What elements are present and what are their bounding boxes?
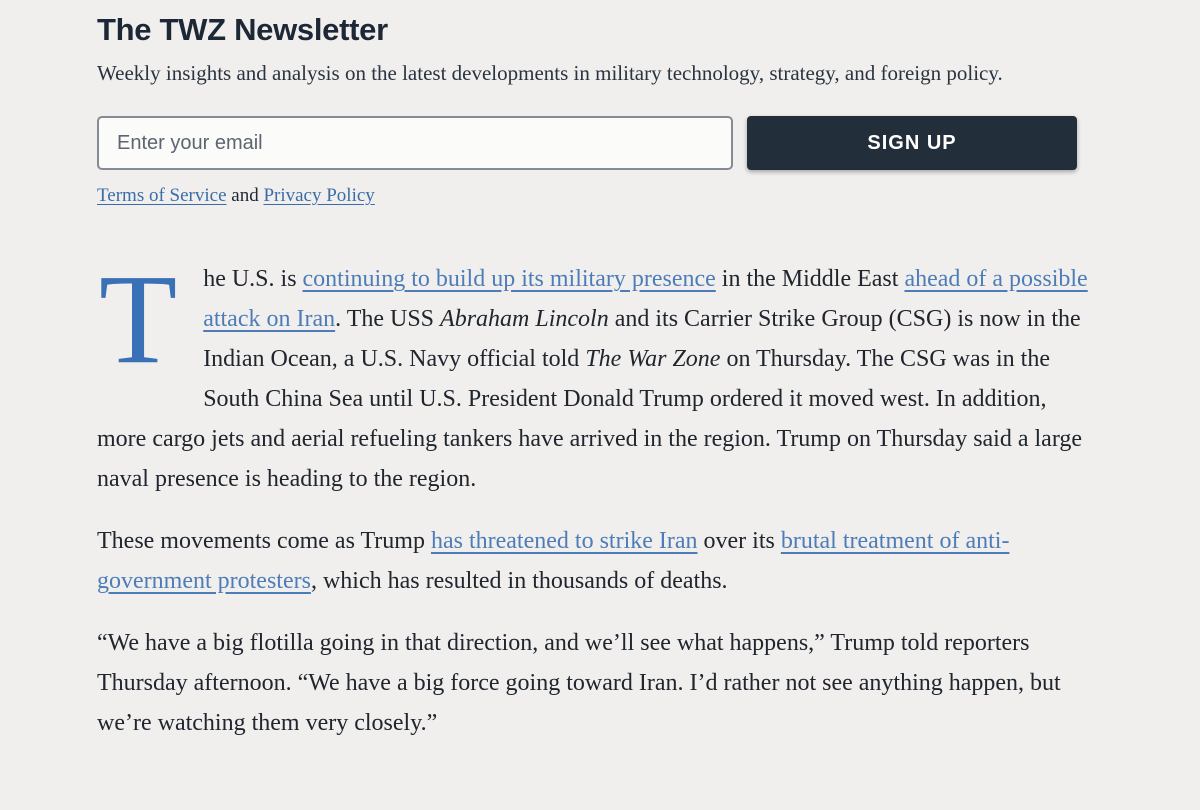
email-input[interactable] <box>97 116 733 170</box>
article-paragraph <box>97 521 1090 601</box>
paragraph-text: he U.S. is <box>203 266 303 292</box>
paragraph-rich-text <box>97 266 1088 492</box>
paragraph-text: “We have a big flotilla going in that direction, and we’ll see what happens,” Trump told reporters Thursday afternoon. “We have a big force going toward Iran. I’d rather not see anything happen, but we’re watching them very closely.” <box>97 630 1061 736</box>
conjunction-text: and <box>231 185 259 206</box>
dropcap-letter: T <box>99 248 178 390</box>
terms-line <box>97 185 1090 207</box>
article-paragraph <box>97 623 1090 743</box>
terms-of-service-link[interactable]: Terms of Service <box>97 185 227 206</box>
paragraph-text: These movements come as Trump <box>97 528 431 554</box>
content-column <box>97 0 1090 743</box>
paragraph-text: , which has resulted in thousands of deaths. <box>310 568 728 594</box>
article-body <box>97 248 1090 743</box>
article-link[interactable]: brutal treatment of anti-government protesters <box>97 528 1010 594</box>
newsletter-title: The TWZ Newsletter <box>97 12 388 47</box>
newsletter-form <box>97 116 1077 170</box>
article-paragraph <box>97 248 1090 499</box>
privacy-policy-link[interactable]: Privacy Policy <box>263 185 375 206</box>
italic-text: The War Zone <box>585 346 721 372</box>
paragraph-text: in the Middle East <box>715 266 905 292</box>
newsletter-description: Weekly insights and analysis on the latest developments in military technology, strategy, and foreign policy. <box>97 61 1003 85</box>
article-link[interactable]: has threatened to strike Iran <box>430 528 698 554</box>
newsletter-signup <box>97 12 1090 207</box>
italic-text: Abraham Lincoln <box>440 306 609 332</box>
paragraph-text: and its Carrier Strike Group (CSG) is now in the Indian Ocean, a U.S. Navy official told <box>203 306 1081 372</box>
paragraph-rich-text <box>97 630 1061 736</box>
paragraph-text: . The USS <box>335 306 441 332</box>
article-link[interactable]: continuing to build up its military presence <box>302 266 716 292</box>
signup-button[interactable]: SIGN UP <box>747 116 1077 170</box>
article-link[interactable]: ahead of a possible attack on Iran <box>203 266 1088 332</box>
paragraph-text: over its <box>697 528 781 554</box>
paragraph-rich-text <box>97 528 1009 594</box>
paragraph-text: on Thursday. The CSG was in the South China Sea until U.S. President Donald Trump ordered it moved west. In addition, more cargo jets and aerial refueling tankers have arrived in the region. Trump on Thursday said a large naval presence is heading to the region. <box>97 346 1083 492</box>
